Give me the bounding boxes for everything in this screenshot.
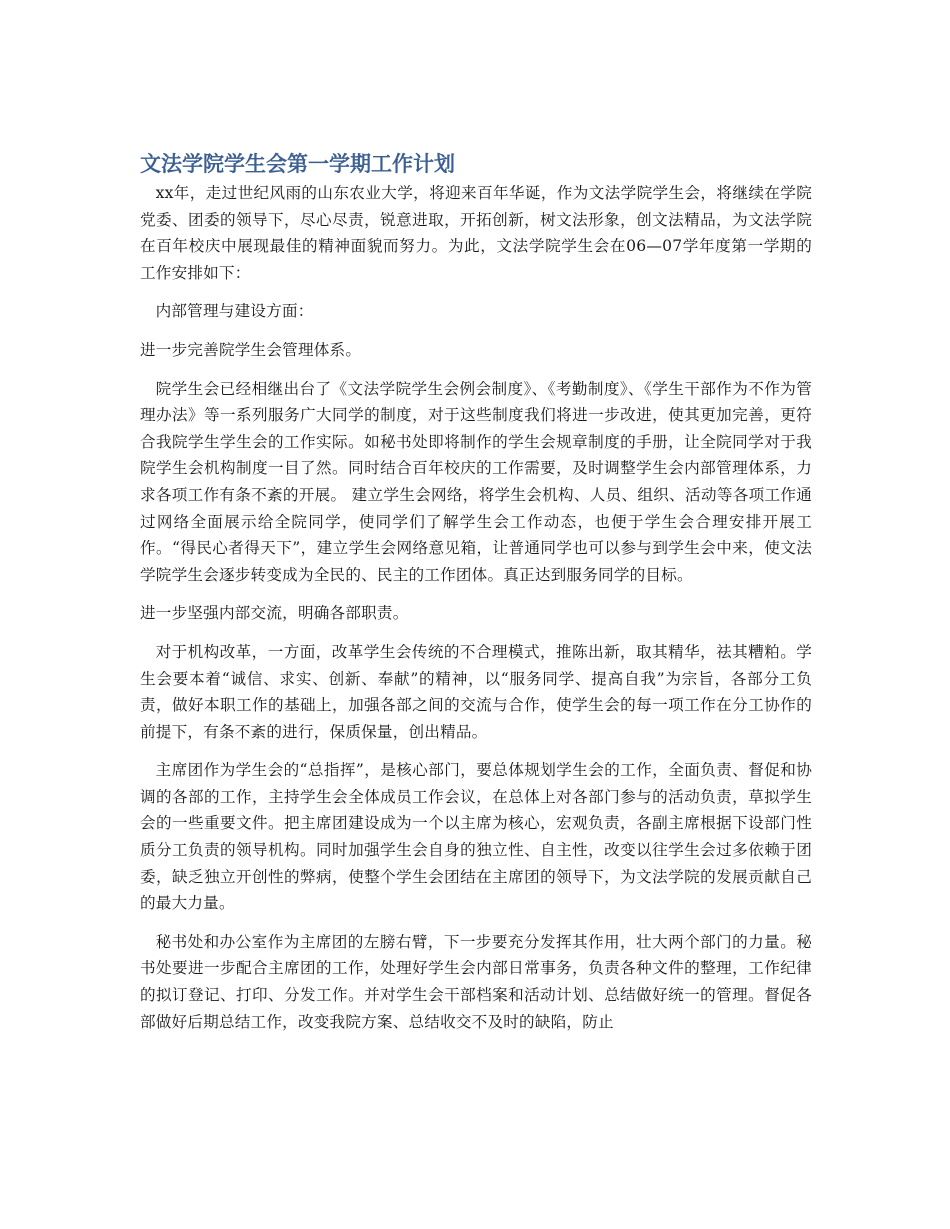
body-paragraph-reform: 对于机构改革，一方面，改革学生会传统的不合理模式，推陈出新，取其精华，祛其糟粕。学生会要本着“诚信、求实、创新、奉献”的精神，以“服务同学、提高自我”为宗旨，各部分工负责，做好本职工作的基础上，加强各部之间的交流与合作，使学生会的每一项工作在分工协作的前提下，有条不紊的进行，保质保量，创出精品。 (140, 642, 812, 741)
document-page (140, 150, 812, 1047)
subheading-management-system: 进一步完善院学生会管理体系。 (140, 340, 362, 359)
body-paragraph-secretariat: 秘书处和办公室作为主席团的左膀右臂，下一步要充分发挥其作用，壮大两个部门的力量。秘书处要进一步配合主席团的工作，处理好学生会内部日常事务，负责各种文件的整理，工作纪律的拟订登记、打印、分发工作。并对学生会干部档案和活动计划、总结做好统一的管理。督促各部做好后期总结工作，改变我院方案、总结收交不及时的缺陷，防止 (140, 932, 812, 1031)
section-heading-internal-management: 内部管理与建设方面： (155, 302, 314, 321)
document-title: 文法学院学生会第一学期工作计划 (140, 152, 455, 176)
body-paragraph-regulations: 院学生会已经相继出台了《文法学院学生会例会制度》、《考勤制度》、《学生干部作为不作为管理办法》等一系列服务广大同学的制度，对于这些制度我们将进一步改进，使其更加完善，更符合我院学生学生会的工作实际。如秘书处即将制作的学生会规章制度的手册，让全院同学对于我院学生会机构制度一目了然。同时结合百年校庆的工作需要，及时调整学生会内部管理体系，力求各项工作有条不紊的开展。 建立学生会网络，将学生会机构、人员、组织、活动等各项工作通过网络全面展示给全院同学，使同学们了解学生会工作动态，也便于学生会合理安排开展工作。“得民心者得天下”，建立学生会网络意见箱，让普通同学也可以参与到学生会中来，使文法学院学生会逐步转变成为全民的、民主的工作团体。真正达到服务同学的目标。 (140, 379, 812, 584)
intro-paragraph: xx年，走过世纪风雨的山东农业大学，将迎来百年华诞，作为文法学院学生会，将继续在学院党委、团委的领导下，尽心尽责，锐意进取，开拓创新，树文法形象，创文法精品，为文法学院在百年校庆中展现最佳的精神面貌而努力。为此，文法学院学生会在06—07学年度第一学期的工作安排如下： (140, 184, 812, 282)
subheading-internal-communication: 进一步坚强内部交流，明确各部职责。 (140, 604, 409, 623)
body-paragraph-presidium: 主席团作为学生会的“总指挥”，是核心部门，要总体规划学生会的工作，全面负责、督促和协调的各部的工作，主持学生会全体成员工作会议，在总体上对各部门参与的活动负责，草拟学生会的一些重要文件。把主席团建设成为一个以主席为核心，宏观负责，各副主席根据下设部门性质分工负责的领导机构。同时加强学生会自身的独立性、自主性，改变以往学生会过多依赖于团委，缺乏独立开创性的弊病，使整个学生会团结在主席团的领导下，为文法学院的发展贡献自己的最大力量。 (140, 761, 812, 913)
